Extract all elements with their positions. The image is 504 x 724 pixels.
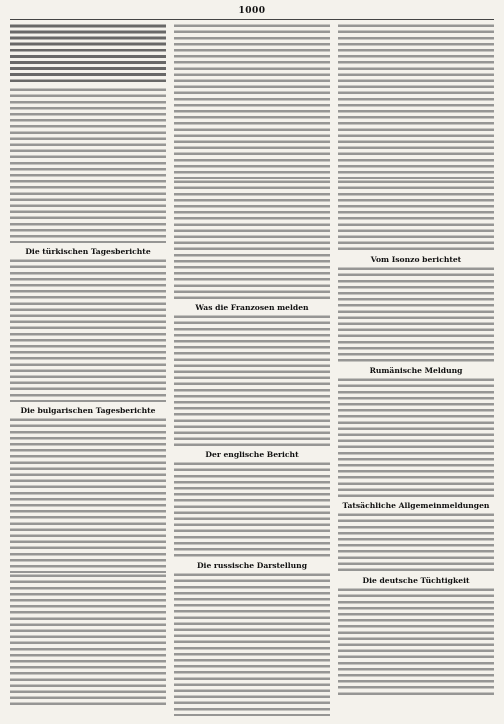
article-block	[10, 87, 166, 243]
article-text	[338, 377, 494, 497]
article-text	[10, 417, 166, 573]
article-text	[338, 587, 494, 695]
page-number: 1000	[238, 6, 266, 16]
article-block	[338, 576, 494, 695]
article-block	[174, 23, 330, 299]
article-block	[174, 450, 330, 557]
article-text-continued	[338, 179, 494, 251]
article-block	[338, 501, 494, 572]
article-text	[174, 461, 330, 557]
article-text	[174, 572, 330, 716]
section-heading: Die deutsche Tüchtigkeit	[362, 576, 470, 585]
article-text	[174, 23, 330, 179]
article-text	[338, 512, 494, 572]
section-heading: Was die Franzosen melden	[195, 303, 309, 312]
article-block	[174, 303, 330, 446]
column-1	[10, 23, 166, 723]
article-block	[10, 247, 166, 402]
section-heading: Tatsächliche Allgemeinmeldungen	[342, 501, 490, 510]
article-text	[174, 314, 330, 446]
article-text	[338, 23, 494, 179]
article-text	[10, 258, 166, 402]
article-block	[338, 366, 494, 497]
article-block	[10, 23, 166, 83]
section-heading: Rumänische Meldung	[369, 366, 463, 375]
article-text	[10, 23, 166, 83]
article-block	[10, 406, 166, 705]
section-heading: Der englische Bericht	[205, 450, 299, 459]
article-text-continued	[174, 179, 330, 299]
article-block	[338, 255, 494, 362]
article-block	[338, 23, 494, 251]
section-heading: Die russische Darstellung	[196, 561, 308, 570]
section-heading: Die türkischen Tagesberichte	[25, 247, 151, 256]
article-text	[338, 266, 494, 362]
column-2	[174, 23, 330, 723]
article-text-continued	[10, 573, 166, 705]
section-heading: Vom Isonzo berichtet	[370, 255, 462, 264]
article-columns	[10, 19, 494, 723]
article-text	[10, 87, 166, 243]
article-block	[174, 561, 330, 716]
column-3	[338, 23, 494, 723]
section-heading: Die bulgarischen Tagesberichte	[20, 406, 156, 415]
